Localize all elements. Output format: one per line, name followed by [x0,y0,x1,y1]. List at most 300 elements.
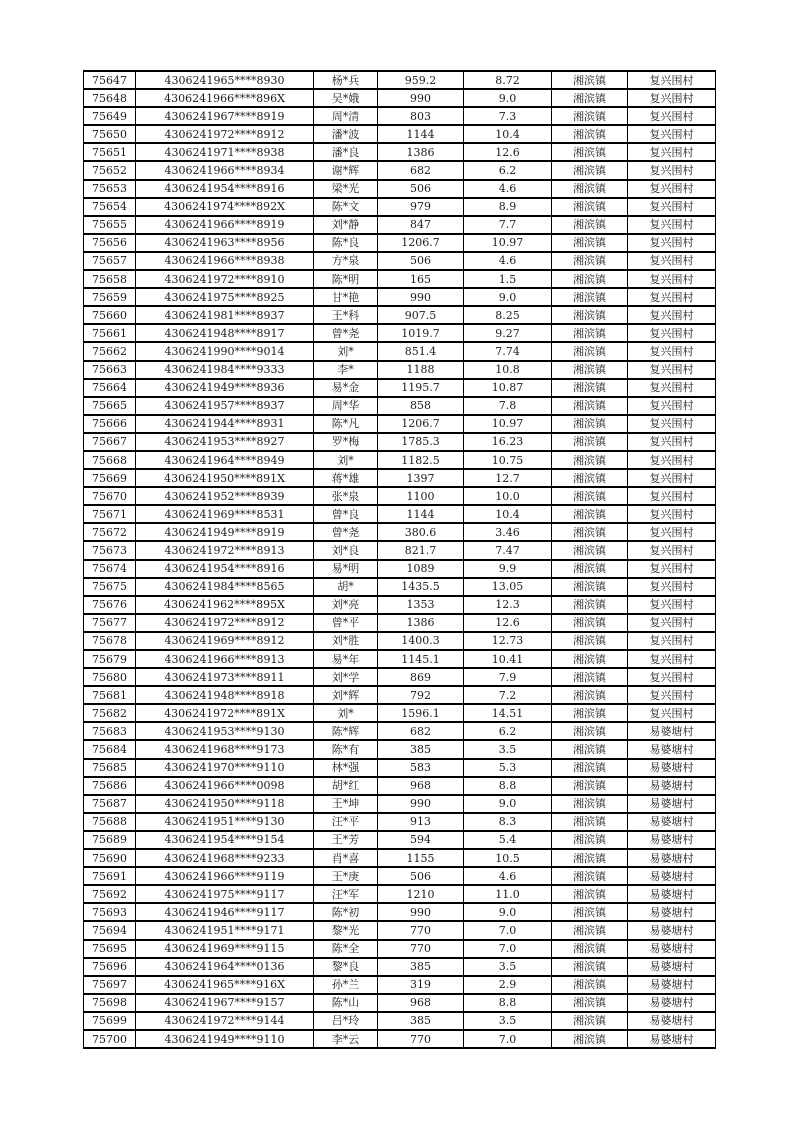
cell-name: 曾*平 [314,614,378,632]
cell-area: 5.4 [464,831,552,849]
cell-serial: 75658 [84,270,136,288]
cell-name: 刘*亮 [314,596,378,614]
cell-town: 湘滨镇 [552,668,628,686]
cell-id-number: 4306241975****9117 [136,885,314,903]
cell-village: 复兴围村 [628,650,716,668]
cell-town: 湘滨镇 [552,831,628,849]
cell-town: 湘滨镇 [552,777,628,795]
table-row [84,107,716,125]
cell-id-number: 4306241972****8912 [136,125,314,143]
cell-area: 3.5 [464,740,552,758]
cell-area: 8.9 [464,198,552,216]
cell-name: 黎*良 [314,958,378,976]
cell-village: 复兴围村 [628,143,716,161]
cell-amount: 1019.7 [378,324,464,342]
cell-village: 易婆塘村 [628,1012,716,1030]
table-row [84,560,716,578]
table-row [84,849,716,867]
cell-serial: 75662 [84,342,136,360]
cell-id-number: 4306241981****8937 [136,306,314,324]
cell-village: 复兴围村 [628,252,716,270]
cell-amount: 1195.7 [378,379,464,397]
cell-name: 梁*光 [314,180,378,198]
cell-town: 湘滨镇 [552,921,628,939]
cell-serial: 75689 [84,831,136,849]
cell-village: 复兴围村 [628,523,716,541]
cell-name: 易*年 [314,650,378,668]
table-row [84,795,716,813]
cell-serial: 75656 [84,234,136,252]
cell-area: 10.87 [464,379,552,397]
table-row [84,940,716,958]
cell-amount: 1353 [378,596,464,614]
cell-town: 湘滨镇 [552,867,628,885]
cell-serial: 75663 [84,361,136,379]
cell-village: 复兴围村 [628,125,716,143]
cell-id-number: 4306241963****8956 [136,234,314,252]
cell-id-number: 4306241966****8919 [136,216,314,234]
cell-name: 周*华 [314,397,378,415]
cell-village: 易婆塘村 [628,921,716,939]
cell-amount: 847 [378,216,464,234]
cell-serial: 75655 [84,216,136,234]
cell-amount: 990 [378,795,464,813]
cell-amount: 1182.5 [378,451,464,469]
table-row [84,125,716,143]
cell-serial: 75657 [84,252,136,270]
cell-name: 潘*波 [314,125,378,143]
cell-town: 湘滨镇 [552,976,628,994]
cell-town: 湘滨镇 [552,397,628,415]
cell-village: 复兴围村 [628,270,716,288]
table-row [84,722,716,740]
cell-area: 8.72 [464,71,552,89]
cell-village: 复兴围村 [628,541,716,559]
cell-serial: 75681 [84,686,136,704]
cell-town: 湘滨镇 [552,614,628,632]
cell-id-number: 4306241966****896X [136,89,314,107]
cell-name: 陈*文 [314,198,378,216]
cell-area: 3.46 [464,523,552,541]
cell-area: 7.47 [464,541,552,559]
cell-village: 易婆塘村 [628,867,716,885]
cell-town: 湘滨镇 [552,71,628,89]
table-row [84,650,716,668]
cell-id-number: 4306241952****8939 [136,487,314,505]
cell-serial: 75667 [84,433,136,451]
cell-village: 易婆塘村 [628,722,716,740]
cell-serial: 75680 [84,668,136,686]
cell-id-number: 4306241966****9119 [136,867,314,885]
cell-name: 王*坤 [314,795,378,813]
cell-village: 复兴围村 [628,632,716,650]
cell-village: 复兴围村 [628,89,716,107]
cell-serial: 75699 [84,1012,136,1030]
cell-name: 甘*艳 [314,288,378,306]
cell-name: 刘* [314,451,378,469]
table-row [84,71,716,89]
table-row [84,632,716,650]
cell-amount: 959.2 [378,71,464,89]
cell-name: 胡*红 [314,777,378,795]
cell-town: 湘滨镇 [552,252,628,270]
cell-name: 刘*胜 [314,632,378,650]
cell-name: 陈*良 [314,234,378,252]
cell-amount: 990 [378,903,464,921]
cell-town: 湘滨镇 [552,487,628,505]
cell-town: 湘滨镇 [552,958,628,976]
cell-area: 10.97 [464,234,552,252]
cell-id-number: 4306241973****8911 [136,668,314,686]
cell-area: 10.5 [464,849,552,867]
cell-town: 湘滨镇 [552,107,628,125]
cell-amount: 803 [378,107,464,125]
cell-amount: 858 [378,397,464,415]
cell-amount: 380.6 [378,523,464,541]
cell-amount: 1100 [378,487,464,505]
cell-area: 10.4 [464,505,552,523]
cell-area: 13.05 [464,578,552,596]
table-row [84,614,716,632]
cell-serial: 75683 [84,722,136,740]
cell-town: 湘滨镇 [552,523,628,541]
cell-area: 10.75 [464,451,552,469]
cell-village: 复兴围村 [628,704,716,722]
cell-village: 复兴围村 [628,71,716,89]
table-row [84,379,716,397]
cell-town: 湘滨镇 [552,89,628,107]
table-row [84,415,716,433]
cell-serial: 75691 [84,867,136,885]
cell-serial: 75648 [84,89,136,107]
cell-village: 复兴围村 [628,161,716,179]
cell-town: 湘滨镇 [552,722,628,740]
cell-town: 湘滨镇 [552,324,628,342]
cell-village: 易婆塘村 [628,759,716,777]
cell-name: 吴*娥 [314,89,378,107]
cell-serial: 75679 [84,650,136,668]
records-table [83,70,716,1049]
cell-village: 复兴围村 [628,342,716,360]
cell-village: 复兴围村 [628,596,716,614]
cell-name: 周*清 [314,107,378,125]
cell-area: 3.5 [464,1012,552,1030]
cell-name: 李* [314,361,378,379]
table-row [84,216,716,234]
cell-village: 易婆塘村 [628,740,716,758]
cell-area: 10.4 [464,125,552,143]
cell-name: 易*金 [314,379,378,397]
cell-amount: 770 [378,940,464,958]
cell-area: 10.97 [464,415,552,433]
cell-amount: 990 [378,288,464,306]
cell-serial: 75647 [84,71,136,89]
table-row [84,885,716,903]
cell-area: 4.6 [464,867,552,885]
table-row [84,1012,716,1030]
cell-id-number: 4306241964****8949 [136,451,314,469]
cell-serial: 75654 [84,198,136,216]
cell-serial: 75690 [84,849,136,867]
cell-id-number: 4306241968****9173 [136,740,314,758]
cell-id-number: 4306241949****9110 [136,1030,314,1048]
cell-town: 湘滨镇 [552,813,628,831]
table-row [84,89,716,107]
cell-town: 湘滨镇 [552,306,628,324]
table-row [84,777,716,795]
cell-area: 9.0 [464,89,552,107]
cell-village: 复兴围村 [628,578,716,596]
cell-amount: 1400.3 [378,632,464,650]
cell-name: 刘*良 [314,541,378,559]
cell-town: 湘滨镇 [552,795,628,813]
cell-serial: 75664 [84,379,136,397]
cell-serial: 75692 [84,885,136,903]
cell-town: 湘滨镇 [552,560,628,578]
table-row [84,523,716,541]
table-row [84,1030,716,1048]
cell-area: 7.0 [464,1030,552,1048]
cell-id-number: 4306241968****9233 [136,849,314,867]
cell-area: 9.0 [464,903,552,921]
cell-amount: 792 [378,686,464,704]
cell-town: 湘滨镇 [552,650,628,668]
cell-village: 易婆塘村 [628,831,716,849]
cell-serial: 75660 [84,306,136,324]
table-row [84,234,716,252]
cell-amount: 1386 [378,614,464,632]
cell-id-number: 4306241954****8916 [136,180,314,198]
cell-id-number: 4306241954****8916 [136,560,314,578]
cell-village: 易婆塘村 [628,940,716,958]
cell-serial: 75668 [84,451,136,469]
cell-name: 曾*尧 [314,523,378,541]
cell-id-number: 4306241984****8565 [136,578,314,596]
cell-serial: 75661 [84,324,136,342]
cell-town: 湘滨镇 [552,940,628,958]
cell-name: 王*科 [314,306,378,324]
cell-name: 胡* [314,578,378,596]
cell-id-number: 4306241948****8918 [136,686,314,704]
cell-town: 湘滨镇 [552,632,628,650]
cell-amount: 913 [378,813,464,831]
cell-amount: 319 [378,976,464,994]
cell-serial: 75674 [84,560,136,578]
cell-area: 9.0 [464,795,552,813]
cell-id-number: 4306241966****8934 [136,161,314,179]
cell-serial: 75659 [84,288,136,306]
cell-name: 肖*喜 [314,849,378,867]
cell-area: 4.6 [464,180,552,198]
cell-area: 7.0 [464,921,552,939]
cell-area: 8.3 [464,813,552,831]
cell-village: 复兴围村 [628,415,716,433]
cell-amount: 770 [378,1030,464,1048]
cell-village: 复兴围村 [628,288,716,306]
cell-area: 8.8 [464,777,552,795]
cell-name: 刘* [314,704,378,722]
cell-id-number: 4306241972****891X [136,704,314,722]
cell-amount: 1144 [378,505,464,523]
cell-amount: 1596.1 [378,704,464,722]
cell-name: 陈*明 [314,270,378,288]
cell-village: 复兴围村 [628,379,716,397]
cell-serial: 75693 [84,903,136,921]
cell-area: 2.9 [464,976,552,994]
cell-area: 12.3 [464,596,552,614]
cell-serial: 75686 [84,777,136,795]
cell-village: 复兴围村 [628,614,716,632]
cell-village: 复兴围村 [628,668,716,686]
cell-amount: 907.5 [378,306,464,324]
cell-amount: 1206.7 [378,234,464,252]
cell-id-number: 4306241966****8913 [136,650,314,668]
cell-serial: 75650 [84,125,136,143]
cell-name: 王*芳 [314,831,378,849]
cell-serial: 75685 [84,759,136,777]
cell-area: 9.27 [464,324,552,342]
table-row [84,831,716,849]
cell-town: 湘滨镇 [552,198,628,216]
cell-id-number: 4306241953****9130 [136,722,314,740]
cell-name: 陈*辉 [314,722,378,740]
cell-id-number: 4306241966****0098 [136,777,314,795]
cell-village: 复兴围村 [628,180,716,198]
table-row [84,686,716,704]
cell-id-number: 4306241971****8938 [136,143,314,161]
cell-amount: 1210 [378,885,464,903]
cell-name: 汪*平 [314,813,378,831]
cell-amount: 990 [378,89,464,107]
cell-id-number: 4306241944****8931 [136,415,314,433]
cell-village: 复兴围村 [628,487,716,505]
cell-village: 易婆塘村 [628,795,716,813]
cell-name: 张*泉 [314,487,378,505]
cell-town: 湘滨镇 [552,361,628,379]
cell-area: 7.9 [464,668,552,686]
table-row [84,740,716,758]
table-row [84,198,716,216]
cell-name: 蒋*雄 [314,469,378,487]
cell-serial: 75673 [84,541,136,559]
cell-amount: 1144 [378,125,464,143]
cell-id-number: 4306241966****8938 [136,252,314,270]
cell-amount: 869 [378,668,464,686]
cell-area: 16.23 [464,433,552,451]
cell-area: 6.2 [464,161,552,179]
cell-name: 刘*辉 [314,686,378,704]
cell-name: 陈*有 [314,740,378,758]
cell-village: 复兴围村 [628,324,716,342]
table-row [84,813,716,831]
cell-serial: 75653 [84,180,136,198]
cell-id-number: 4306241975****8925 [136,288,314,306]
cell-name: 陈*凡 [314,415,378,433]
cell-id-number: 4306241972****9144 [136,1012,314,1030]
cell-name: 易*明 [314,560,378,578]
cell-amount: 968 [378,777,464,795]
table-row [84,541,716,559]
cell-amount: 1089 [378,560,464,578]
cell-village: 易婆塘村 [628,1030,716,1048]
cell-name: 李*云 [314,1030,378,1048]
cell-amount: 1386 [378,143,464,161]
cell-id-number: 4306241954****9154 [136,831,314,849]
cell-amount: 385 [378,1012,464,1030]
cell-village: 复兴围村 [628,505,716,523]
table-row [84,397,716,415]
cell-name: 吕*玲 [314,1012,378,1030]
cell-name: 汪*军 [314,885,378,903]
cell-area: 3.5 [464,958,552,976]
cell-amount: 165 [378,270,464,288]
table-row [84,958,716,976]
cell-area: 5.3 [464,759,552,777]
cell-amount: 583 [378,759,464,777]
cell-area: 8.25 [464,306,552,324]
cell-village: 易婆塘村 [628,976,716,994]
cell-town: 湘滨镇 [552,216,628,234]
cell-area: 12.6 [464,614,552,632]
table-row [84,704,716,722]
cell-serial: 75671 [84,505,136,523]
cell-town: 湘滨镇 [552,849,628,867]
cell-area: 12.6 [464,143,552,161]
table-row [84,469,716,487]
table-row [84,288,716,306]
table-row [84,306,716,324]
cell-id-number: 4306241951****9171 [136,921,314,939]
cell-town: 湘滨镇 [552,686,628,704]
cell-amount: 385 [378,958,464,976]
table-row [84,361,716,379]
cell-town: 湘滨镇 [552,180,628,198]
cell-name: 黎*光 [314,921,378,939]
table-row [84,867,716,885]
cell-name: 陈*山 [314,994,378,1012]
cell-id-number: 4306241965****8930 [136,71,314,89]
cell-village: 复兴围村 [628,433,716,451]
cell-id-number: 4306241967****9157 [136,994,314,1012]
cell-id-number: 4306241957****8937 [136,397,314,415]
cell-serial: 75677 [84,614,136,632]
table-row [84,180,716,198]
cell-amount: 1155 [378,849,464,867]
cell-town: 湘滨镇 [552,415,628,433]
cell-town: 湘滨镇 [552,578,628,596]
table-row [84,759,716,777]
cell-amount: 1397 [378,469,464,487]
cell-village: 复兴围村 [628,686,716,704]
cell-serial: 75700 [84,1030,136,1048]
table-row [84,903,716,921]
cell-town: 湘滨镇 [552,885,628,903]
table-row [84,161,716,179]
cell-serial: 75678 [84,632,136,650]
cell-village: 复兴围村 [628,560,716,578]
cell-area: 7.8 [464,397,552,415]
cell-amount: 682 [378,161,464,179]
cell-village: 易婆塘村 [628,958,716,976]
cell-village: 复兴围村 [628,234,716,252]
cell-town: 湘滨镇 [552,505,628,523]
cell-town: 湘滨镇 [552,143,628,161]
table-row [84,505,716,523]
cell-area: 8.8 [464,994,552,1012]
cell-serial: 75651 [84,143,136,161]
cell-id-number: 4306241972****8912 [136,614,314,632]
cell-town: 湘滨镇 [552,342,628,360]
